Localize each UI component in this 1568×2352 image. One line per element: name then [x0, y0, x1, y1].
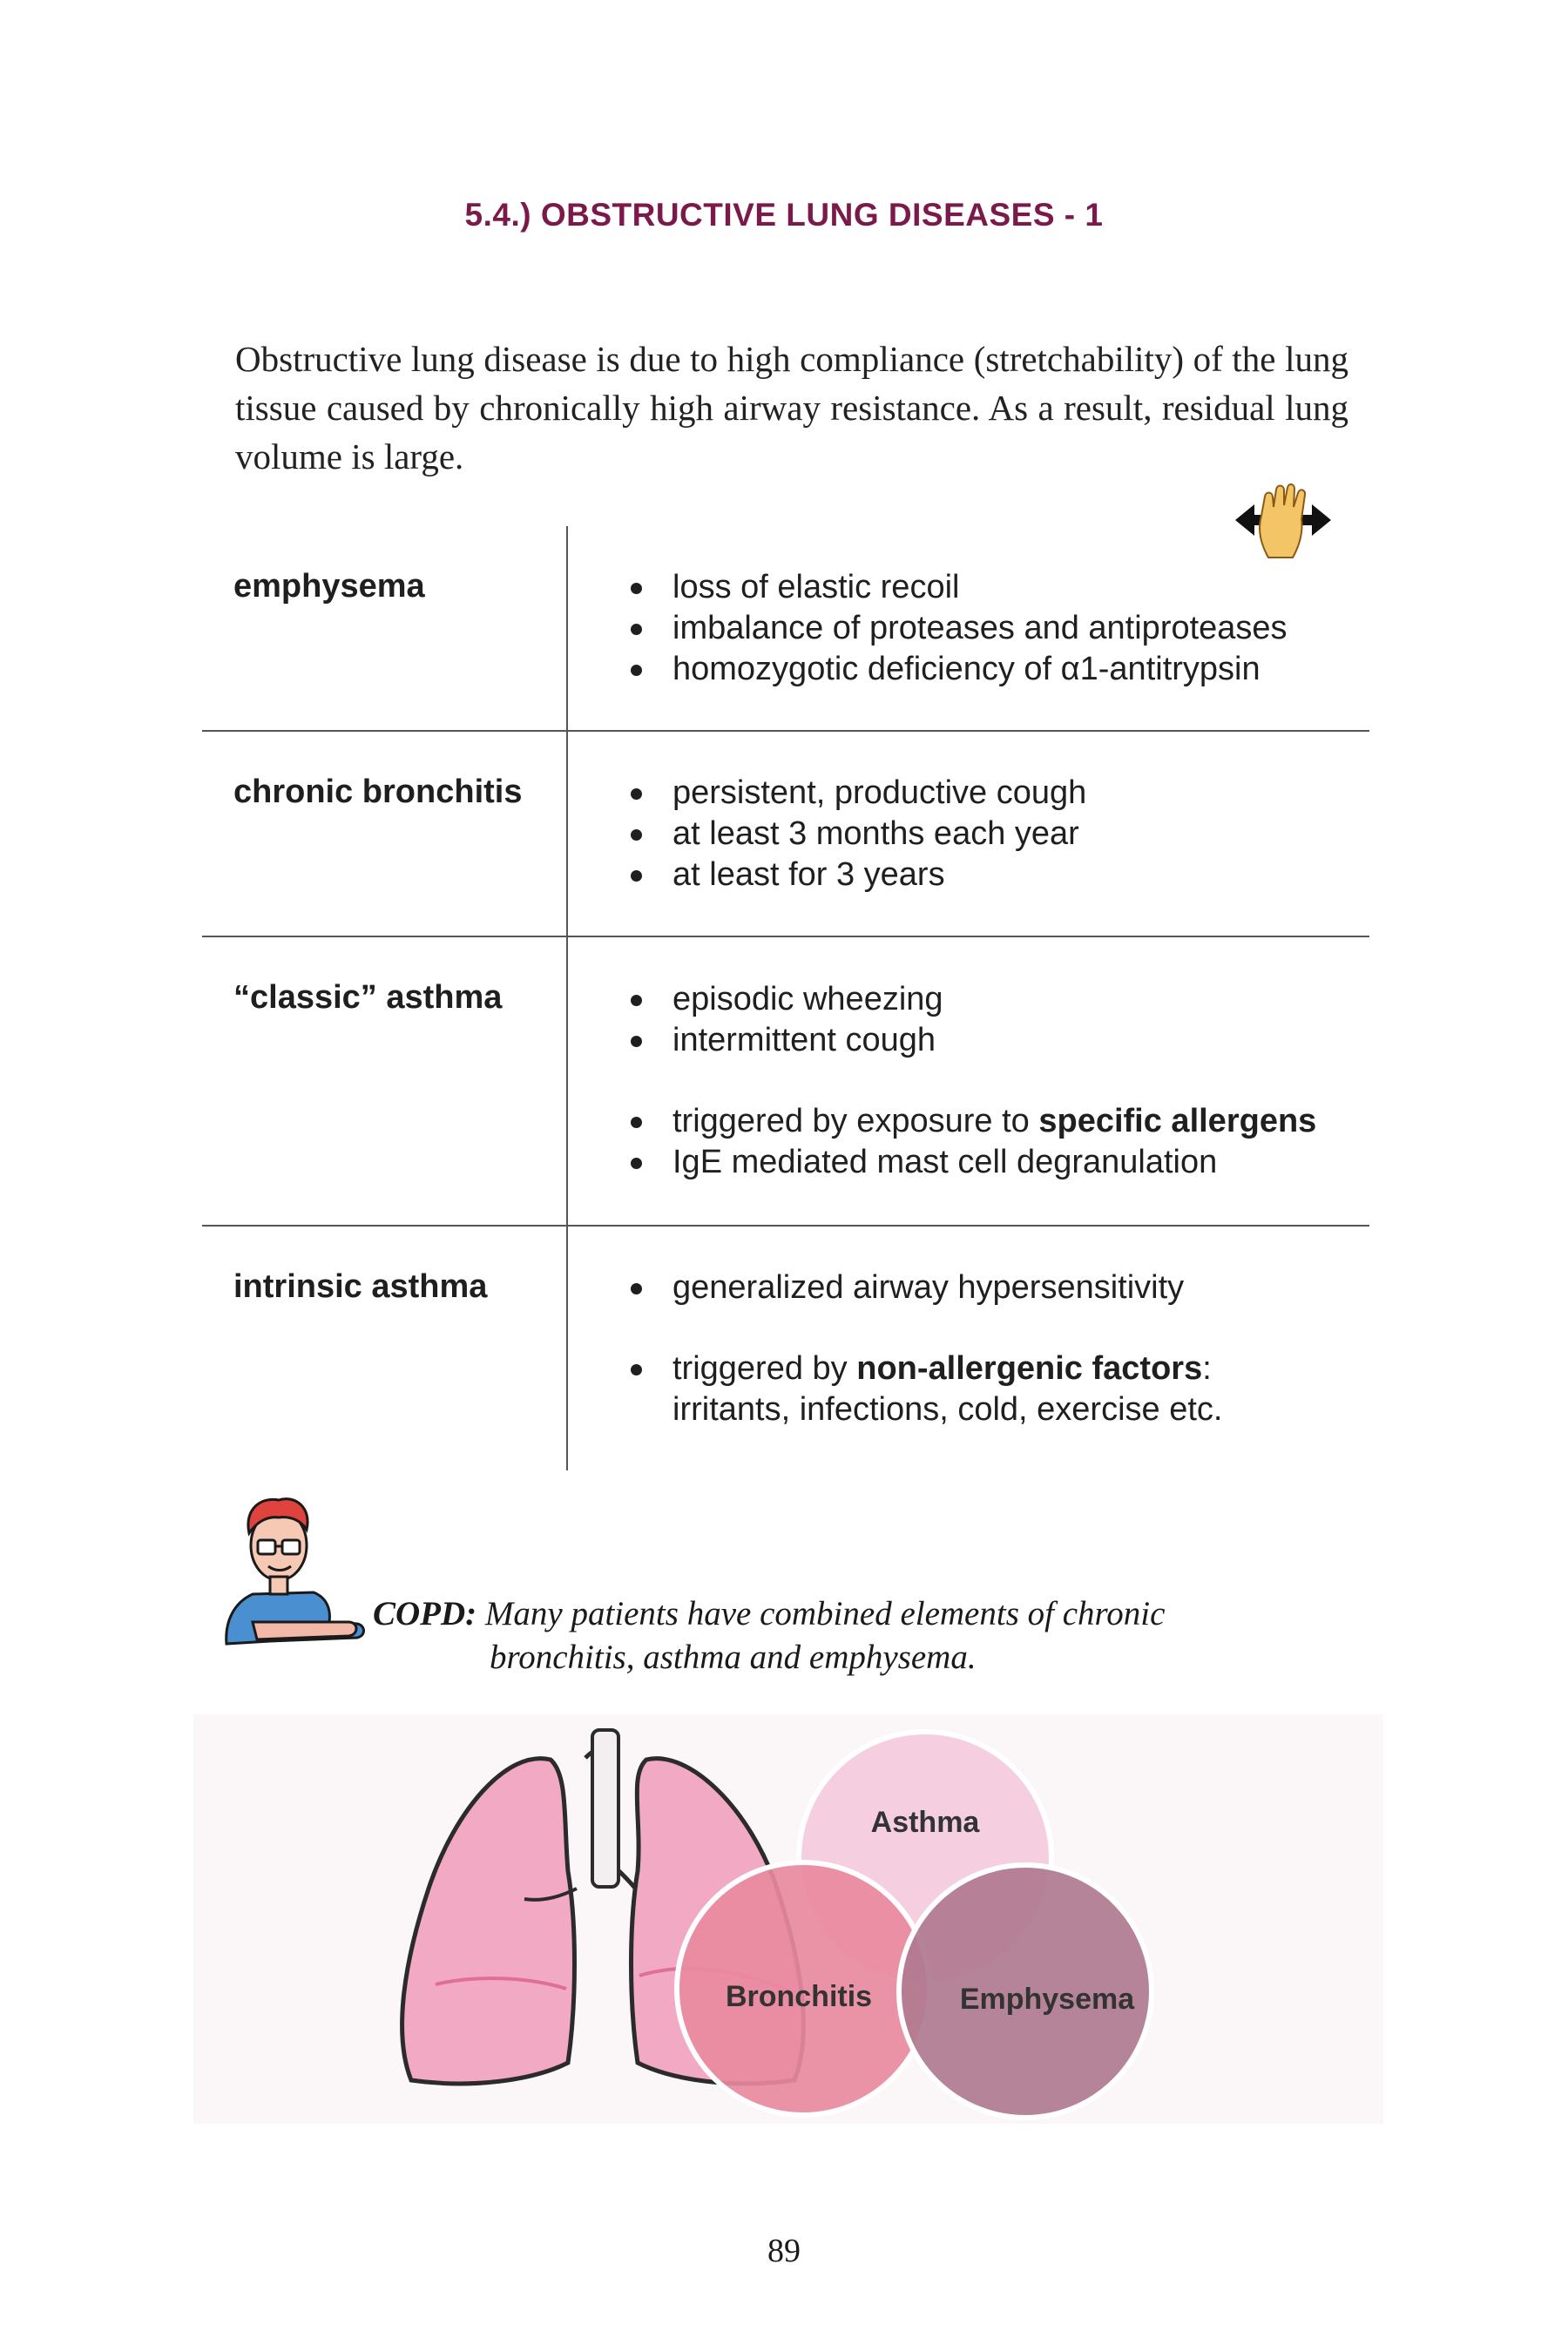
table-row-divider — [202, 730, 1369, 732]
venn-label-emphysema: Emphysema — [959, 1983, 1135, 2016]
copd-figure — [193, 1714, 1383, 2124]
intrinsic-asthma-bullets — [629, 1267, 1222, 1430]
table-divider-vertical — [566, 526, 568, 1470]
list-item: loss of elastic recoil — [629, 567, 1288, 608]
classic-asthma-bullets — [629, 979, 1316, 1183]
venn-label-bronchitis: Bronchitis — [725, 1980, 873, 2013]
list-item: at least 3 months each year — [629, 814, 1086, 855]
table-row-divider — [202, 1225, 1369, 1227]
list-item: at least for 3 years — [629, 855, 1086, 896]
term-chronic-bronchitis: chronic bronchitis — [233, 774, 523, 810]
hand-swipe-icon — [1235, 481, 1331, 564]
term-intrinsic-asthma: intrinsic asthma — [233, 1268, 488, 1305]
list-item: persistent, productive cough — [629, 773, 1086, 814]
venn-label-asthma: Asthma — [870, 1806, 980, 1839]
term-classic-asthma: “classic” asthma — [233, 979, 503, 1016]
list-item: generalized airway hypersensitivity — [629, 1267, 1222, 1308]
page-title: 5.4.) OBSTRUCTIVE LUNG DISEASES - 1 — [464, 197, 1104, 233]
term-emphysema: emphysema — [233, 568, 425, 605]
table-row-divider — [202, 936, 1369, 937]
doctor-pointing-icon — [218, 1491, 366, 1648]
intro-paragraph: Obstructive lung disease is due to high compliance (stretchability) of the lung tissue caused by chronically high airway resistance. As a result, residual lung volume is large. — [235, 339, 1348, 476]
list-item: intermittent cough — [629, 1020, 1316, 1061]
list-item: triggered by exposure to specific allergens — [629, 1101, 1316, 1142]
list-item: episodic wheezing — [629, 979, 1316, 1020]
list-item: IgE mediated mast cell degranulation — [629, 1142, 1316, 1183]
list-item: imbalance of proteases and antiproteases — [629, 608, 1288, 649]
list-item: triggered by non-allergenic factors: irritants, infections, cold, exercise etc. — [629, 1348, 1222, 1430]
page-number: 89 — [767, 2233, 801, 2269]
list-item: homozygotic deficiency of α1-antitrypsin — [629, 649, 1288, 690]
copd-note: COPD: Many patients have combined elements of chronic bronchitis, asthma and emphysema. — [373, 1595, 1166, 1676]
chronic-bronchitis-bullets — [629, 773, 1086, 896]
emphysema-bullets — [629, 567, 1288, 690]
